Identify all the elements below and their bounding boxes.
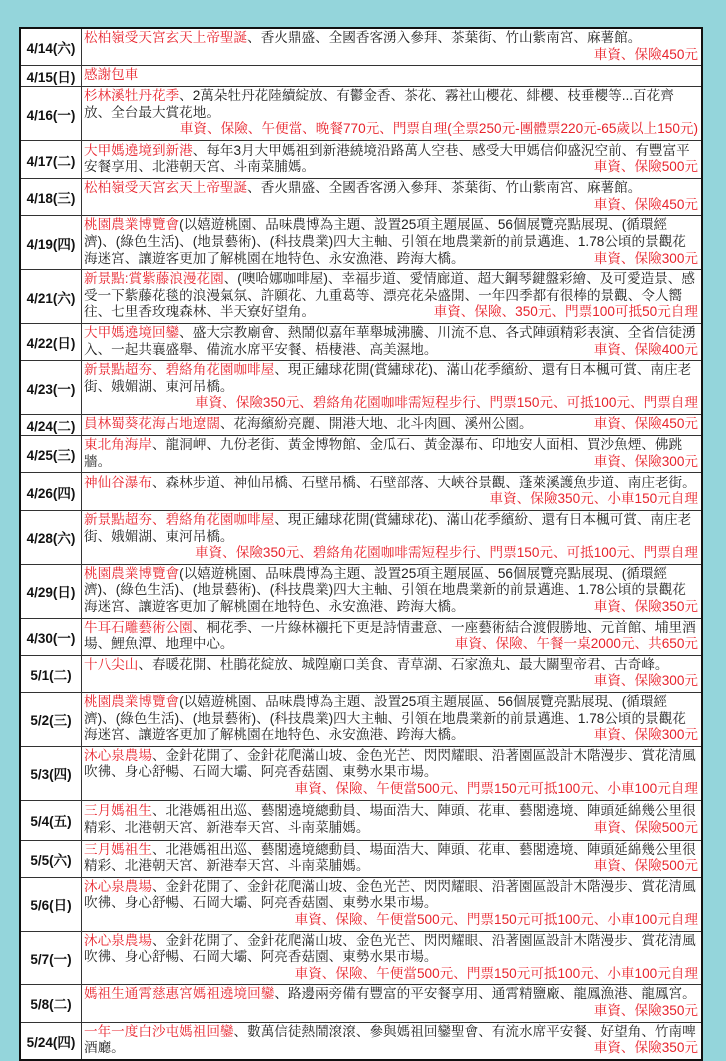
row-description xyxy=(82,618,703,655)
itinerary-row xyxy=(20,435,702,472)
row-title: 員林蜀葵花海占地遼闊 xyxy=(84,416,220,432)
row-title: 沐心泉農場 xyxy=(84,878,152,894)
row-price: 車資、保險300元 xyxy=(593,673,698,689)
row-price: 車資、保險、午便當500元、門票150元可抵100元、小車100元自理 xyxy=(294,965,698,981)
row-price: 車資、保險300元 xyxy=(593,453,698,469)
row-price: 車資、保險、午便當500元、門票150元可抵100元、小車100元自理 xyxy=(294,911,698,927)
row-text: 、北港媽祖出巡、藝閣遶境總動員、場面浩大、陣頭、花車、藝閣遶境、陣頭延綿幾公里很精彩、北港朝天宮、新港奉天宮、斗南菜脯媽。 xyxy=(84,841,696,874)
row-description xyxy=(82,216,703,270)
itinerary-row xyxy=(20,473,702,511)
row-title: 感謝包車 xyxy=(84,67,139,83)
row-description xyxy=(82,87,703,141)
row-title: 大甲媽遶境到新港 xyxy=(84,142,193,158)
row-date: 4/19(四) xyxy=(20,216,82,270)
row-description xyxy=(82,1022,703,1060)
row-text: 、2萬朵牡丹花陸續綻放、有鬱金香、茶花、霧社山櫻花、緋櫻、枝垂櫻等...百花齊放、全台最大賞花地。 xyxy=(84,88,674,120)
row-text: 、龍洞岬、九份老街、黃金博物館、金瓜石、黃金瀑布、印地安人面相、買沙魚煙、佛跳牆。 xyxy=(84,436,683,469)
row-price: 車資、保險500元 xyxy=(593,159,698,175)
row-date: 4/30(一) xyxy=(20,618,82,655)
row-price: 車資、保險350元 xyxy=(593,1002,698,1018)
row-price: 車資、保險400元 xyxy=(593,341,698,357)
row-description xyxy=(82,511,703,565)
row-price: 車資、保險500元 xyxy=(593,858,698,874)
row-date: 4/22(日) xyxy=(20,323,82,360)
row-text: 、春暖花開、杜鵑花綻放、城隍廟口美食、青草湖、石家漁丸、最大關聖帝君、古奇峰。 xyxy=(138,656,669,672)
itinerary-row xyxy=(20,87,702,141)
row-price: 車資、保險、350元、門票100可抵50元自理 xyxy=(433,304,698,320)
row-title: 十八尖山 xyxy=(84,656,139,672)
row-title: 新景點:賞紫藤浪漫花園 xyxy=(84,271,224,287)
itinerary-row xyxy=(20,270,702,324)
row-title: 牛耳石雕藝術公園 xyxy=(84,619,193,635)
itinerary-row xyxy=(20,511,702,565)
row-description xyxy=(82,931,703,985)
row-description xyxy=(82,877,703,931)
row-description xyxy=(82,473,703,511)
row-date: 4/28(六) xyxy=(20,511,82,565)
row-price: 車資、保險350元、小車150元自理 xyxy=(489,491,698,507)
itinerary-row xyxy=(20,28,702,66)
row-date: 4/29(日) xyxy=(20,564,82,618)
row-price: 車資、保險450元 xyxy=(593,196,698,212)
row-title: 松柏嶺受天宮玄天上帝聖誕 xyxy=(84,180,248,196)
row-title: 杉林溪牡丹花季 xyxy=(84,88,180,104)
row-description xyxy=(82,840,703,877)
row-date: 4/23(一) xyxy=(20,361,82,415)
row-description xyxy=(82,985,703,1022)
row-title: 一年一度白沙屯媽祖回鑾 xyxy=(84,1023,234,1039)
row-price: 車資、保險350元 xyxy=(593,599,698,615)
row-description xyxy=(82,323,703,360)
row-text: 、森林步道、神仙吊橋、石壁吊橋、石壁部落、大峽谷景觀、蓬萊溪護魚步道、南庄老街。 xyxy=(151,474,696,490)
row-text: (以嬉遊桃園、品味農博為主題、設置25項主題展區、56個展覽亮點展現、(循環經濟)、(綠色生活)、(地景藝術)、(科技農業)四大主軸、引領在地農業新的前景邁進、1.78公頃的景觀花海迷宮、讓遊客更加了解桃園在地特色、永安漁港、跨海大橋。 xyxy=(84,565,686,615)
row-text: (以嬉遊桃園、品味農博為主題、設置25項主題展區、56個展覽亮點展現、(循環經濟)、(綠色生活)、(地景藝術)、(科技農業)四大主軸、引領在地農業新的前景邁進、1.78公頃的景觀花海迷宮、讓遊客更加了解桃園在地特色、永安漁港、跨海大橋。 xyxy=(84,217,686,266)
itinerary-row xyxy=(20,564,702,618)
itinerary-body xyxy=(20,28,702,1060)
row-description xyxy=(82,655,703,692)
row-date: 5/8(二) xyxy=(20,985,82,1022)
itinerary-row xyxy=(20,746,702,800)
row-price: 車資、保險500元 xyxy=(593,819,698,835)
row-text: 、盛大宗教廟會、熱鬧似嘉年華舉城沸騰、川流不息、各式陣頭精彩表演、全省信徒湧入、一起共襄盛舉、備流水席平安餐、梧棲港、高美濕地。 xyxy=(84,324,696,357)
row-date: 5/5(六) xyxy=(20,840,82,877)
row-price: 車資、保險450元 xyxy=(593,46,698,62)
row-text: 、香火鼎盛、全國香客湧入參拜、茶葉街、竹山紫南宮、麻薯館。 xyxy=(247,180,642,196)
row-price: 車資、保險350元、碧絡角花園咖啡需短程步行、門票150元、可抵100元、門票自理 xyxy=(194,395,698,411)
row-description xyxy=(82,746,703,800)
row-title: 松柏嶺受天宮玄天上帝聖誕 xyxy=(84,30,248,45)
row-description xyxy=(82,800,703,840)
row-title: 新景點超夯、碧絡角花園咖啡屋 xyxy=(84,362,275,378)
row-title: 沐心泉農場 xyxy=(84,932,152,948)
row-text: (以嬉遊桃園、品味農博為主題、設置25項主題展區、56個展覽亮點展現、(循環經濟)、(綠色生活)、(地景藝術)、(科技農業)四大主軸、引領在地農業新的前景邁進、1.78公頃的景觀花海迷宮、讓遊客更加了解桃園在地特色、永安漁港、跨海大橋。 xyxy=(84,694,686,743)
row-text: 、花海繽紛亮麗、開港大地、北斗肉圓、溪州公園。 xyxy=(219,416,533,432)
row-description xyxy=(82,693,703,747)
row-title: 沐心泉農場 xyxy=(84,747,152,763)
row-date: 4/25(三) xyxy=(20,435,82,472)
itinerary-row xyxy=(20,618,702,655)
itinerary-row xyxy=(20,361,702,415)
row-text: 、金針花開了、金針花爬滿山坡、金色光芒、閃閃耀眼、沿著園區設計木階漫步、賞花清風吹彿、身心舒暢、石岡大壩、阿亮香菇園、東勢水果市場。 xyxy=(84,932,696,965)
row-title: 桃園農業博覽會 xyxy=(84,217,180,233)
row-date: 5/7(一) xyxy=(20,931,82,985)
row-text: 、北港媽祖出巡、藝閣遶境總動員、場面浩大、陣頭、花車、藝閣遶境、陣頭延綿幾公里很精彩、北港朝天宮、新港奉天宮、斗南菜脯媽。 xyxy=(84,803,696,835)
itinerary-row xyxy=(20,877,702,931)
row-date: 5/6(日) xyxy=(20,877,82,931)
row-date: 5/24(四) xyxy=(20,1022,82,1060)
row-price: 車資、保險450元 xyxy=(593,416,698,432)
row-price: 車資、保險350元、碧絡角花園咖啡需短程步行、門票150元、可抵100元、門票自理 xyxy=(194,545,698,561)
row-date: 4/16(一) xyxy=(20,87,82,141)
row-description xyxy=(82,66,703,87)
row-description xyxy=(82,564,703,618)
row-price: 車資、保險、午便當500元、門票150元可抵100元、小車100元自理 xyxy=(294,781,698,796)
row-price: 車資、保險300元 xyxy=(593,727,698,743)
row-date: 4/15(日) xyxy=(20,66,82,87)
row-date: 4/18(三) xyxy=(20,179,82,216)
row-title: 神仙谷瀑布 xyxy=(84,474,152,490)
row-title: 東北角海岸 xyxy=(84,436,152,452)
row-title: 大甲媽遶境回鑾 xyxy=(84,324,180,340)
row-text: 、金針花開了、金針花爬滿山坡、金色光芒、閃閃耀眼、沿著園區設計木階漫步、賞花清風吹彿、身心舒暢、石岡大壩、阿亮香菇園、東勢水果市場。 xyxy=(84,747,696,780)
row-title: 三月媽祖生 xyxy=(84,841,152,857)
itinerary-row xyxy=(20,840,702,877)
row-text: 、現正繡球花開(賞繡球花)、滿山花季繽紛、還有日本楓可賞、南庄老街、娥媚湖、東河吊橋。 xyxy=(84,362,692,394)
row-date: 5/4(五) xyxy=(20,800,82,840)
row-description xyxy=(82,141,703,179)
row-title: 桃園農業博覽會 xyxy=(84,565,180,581)
row-price: 車資、保險、午便當、晚餐770元、門票自理(全票250元-團體票220元-65歲以上150元) xyxy=(179,121,698,137)
row-description xyxy=(82,435,703,472)
row-text: 、路邊兩旁備有豐富的平安餐享用、通霄精鹽廠、龍鳳漁港、龍鳳宮。 xyxy=(274,986,696,1002)
row-date: 4/21(六) xyxy=(20,270,82,324)
itinerary-table xyxy=(19,27,703,1061)
itinerary-row xyxy=(20,985,702,1022)
row-price: 車資、保險350元 xyxy=(593,1040,698,1056)
row-title: 桃園農業博覽會 xyxy=(84,694,180,710)
row-date: 4/24(二) xyxy=(20,414,82,435)
itinerary-row xyxy=(20,323,702,360)
row-title: 三月媽祖生 xyxy=(84,803,152,818)
row-date: 4/14(六) xyxy=(20,28,82,66)
itinerary-row xyxy=(20,179,702,216)
row-text: 、現正繡球花開(賞繡球花)、滿山花季繽紛、還有日本楓可賞、南庄老街、娥媚湖、東河吊橋。 xyxy=(84,512,692,544)
row-date: 5/1(二) xyxy=(20,655,82,692)
row-title: 媽祖生通霄慈惠宮媽祖遶境回鑾 xyxy=(84,986,275,1002)
row-date: 4/17(二) xyxy=(20,141,82,179)
row-date: 4/26(四) xyxy=(20,473,82,511)
row-date: 5/3(四) xyxy=(20,746,82,800)
row-description xyxy=(82,28,703,66)
row-price: 車資、保險、午餐一桌2000元、共650元 xyxy=(454,636,698,652)
row-text: 、每年3月大甲媽祖到新港繞境沿路萬人空巷、感受大甲媽信仰盛況空前、有豐富平安餐享用、北港朝天宮、斗南菜脯媽。 xyxy=(84,142,690,175)
row-text: 、香火鼎盛、全國香客湧入參拜、茶葉街、竹山紫南宮、麻薯館。 xyxy=(247,30,642,45)
itinerary-row xyxy=(20,655,702,692)
itinerary-row xyxy=(20,800,702,840)
itinerary-row xyxy=(20,693,702,747)
row-text: 、(噢哈娜咖啡屋)、幸福步道、愛情廊道、超大鋼琴鍵盤彩繪、及可愛造景、感受一下紫藤花毯的浪漫氣氛、許願花、九重葛等、漂亮花朵盛開、一年四季都有很棒的景觀、令人嚮往、七里香玫瑰森林、半天寮好望角。 xyxy=(84,271,695,320)
row-title: 新景點超夯、碧絡角花園咖啡屋 xyxy=(84,512,275,528)
row-description xyxy=(82,414,703,435)
row-price: 車資、保險300元 xyxy=(593,250,698,266)
row-description xyxy=(82,179,703,216)
itinerary-row xyxy=(20,216,702,270)
row-text: 、金針花開了、金針花爬滿山坡、金色光芒、閃閃耀眼、沿著園區設計木階漫步、賞花清風吹彿、身心舒暢、石岡大壩、阿亮香菇園、東勢水果市場。 xyxy=(84,878,696,911)
row-description xyxy=(82,361,703,415)
itinerary-row xyxy=(20,414,702,435)
row-description xyxy=(82,270,703,324)
row-date: 5/2(三) xyxy=(20,693,82,747)
itinerary-row xyxy=(20,931,702,985)
row-text: 、數萬信徒熱鬧滾滾、參與媽祖回鑾聖會、有流水席平安餐、好望角、竹南啤酒廳。 xyxy=(84,1023,696,1056)
itinerary-row xyxy=(20,1022,702,1060)
row-text: 、桐花季、一片綠林襯托下更是詩情畫意、一座藝術結合渡假勝地、元首館、埔里酒場、鯉魚潭、地理中心。 xyxy=(84,619,696,652)
itinerary-row xyxy=(20,66,702,87)
itinerary-row xyxy=(20,141,702,179)
